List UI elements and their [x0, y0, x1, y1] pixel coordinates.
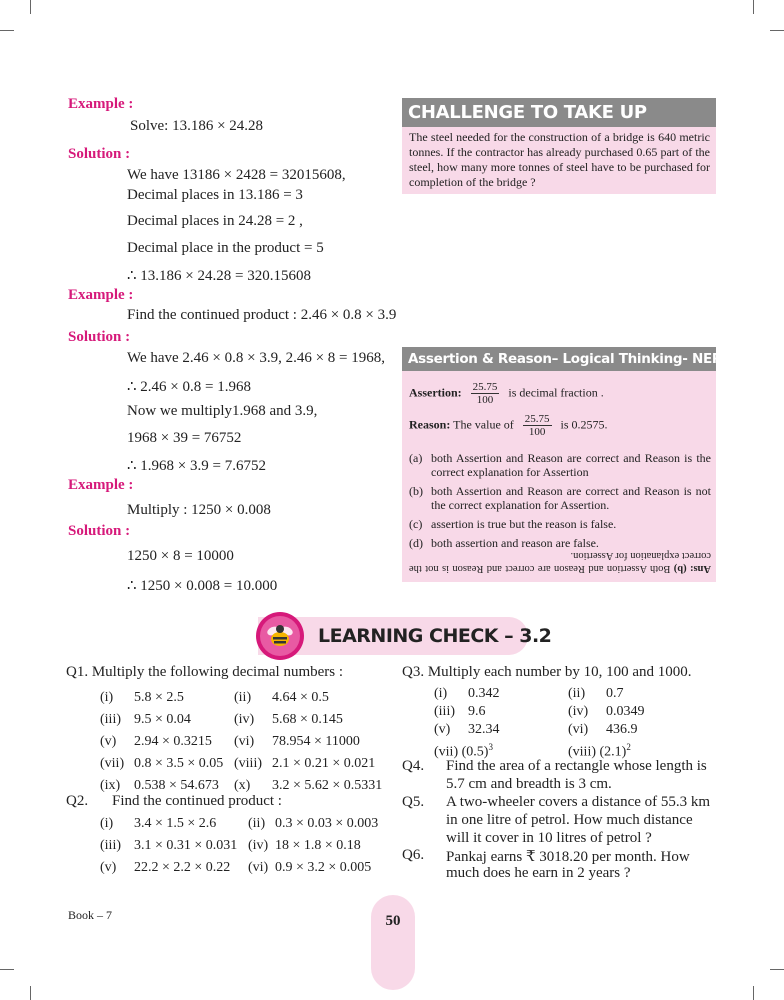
assertion-statement: [409, 381, 604, 406]
option-item: (b) both Assertion and Reason are correct and Reason is not the correct explanation for Assertion.: [409, 484, 711, 512]
solution-line: Decimal place in the product = 5: [127, 240, 324, 256]
assertion-label: Assertion:: [409, 385, 462, 400]
solution-line: 1968 × 39 = 76752: [127, 430, 242, 446]
question-q6-line2: much does he earn in 2 years ?: [446, 865, 631, 881]
assertion-reason-box: [402, 347, 763, 582]
bee-logo: [256, 612, 304, 660]
solution-line: We have 13186 × 2428 = 32015608,: [127, 167, 346, 183]
question-q6-num: Q6.: [402, 847, 425, 863]
example-text: Multiply : 1250 × 0.008: [127, 502, 271, 518]
reason-statement: [409, 413, 608, 438]
question-q5-num: Q5.: [402, 794, 425, 810]
question-q5-line3: will it cover in 10 litres of petrol ?: [446, 830, 652, 846]
example-label: Example :: [68, 287, 134, 303]
reason-fraction: $\frac{25.75}{100}$: [524, 413, 550, 438]
challenge-text: The steel needed for the construction of a bridge is 640 metric tonnes. If the contractor has already purchased 0.65 part of the steel, how many more tonnes of steel have to be purchased for completion of the bridge ?: [409, 130, 710, 189]
example-text: Solve: 13.186 × 24.28: [130, 118, 264, 134]
example-text: Find the continued product : 2.46 × 0.8 × 3.9: [127, 307, 397, 323]
page-number: 50: [385, 913, 401, 929]
challenge-title: CHALLENGE TO TAKE UP: [402, 98, 716, 127]
solution-line: Now we multiply1.968 and 3.9,: [127, 403, 318, 419]
solution-line: ∴ 1250 × 0.008 = 10.000: [127, 578, 278, 594]
book-label: Book – 7: [68, 908, 113, 922]
example-label: Example :: [68, 96, 134, 112]
question-q4-line1: Find the area of a rectangle whose length is: [446, 758, 707, 774]
q3-viii: (viii) $(2.1)^2$: [568, 742, 631, 760]
question-q2-num: Q2.: [66, 793, 89, 809]
reason-label: Reason:: [409, 417, 451, 432]
reason-text: is 0.2575.: [560, 417, 608, 432]
assertion-fraction: $\frac{25.75}{100}$: [472, 381, 498, 406]
example-label: Example :: [68, 477, 134, 493]
solution-line: ∴ 2.46 × 0.8 = 1.968: [127, 379, 251, 395]
option-item: (c) assertion is true but the reason is false.: [409, 517, 617, 531]
solution-line: ∴ 13.186 × 24.28 = 320.15608: [127, 268, 311, 284]
learning-check-title: LEARNING CHECK – 3.2: [318, 625, 552, 647]
bee-icon: [256, 612, 304, 660]
solution-line: Decimal places in 24.28 = 2 ,: [127, 213, 303, 229]
reason-pre: The value of: [453, 417, 514, 432]
question-q5-line2: in one litre of petrol. How much distance: [446, 812, 693, 828]
answer-label: Ans: (b): [673, 563, 711, 574]
solution-line: ∴ 1.968 × 3.9 = 7.6752: [127, 458, 266, 474]
question-q1: Q1. Multiply the following decimal numbers :: [66, 664, 344, 680]
answer-upside-down: [409, 549, 711, 575]
solution-line: Decimal places in 13.186 = 3: [127, 187, 303, 203]
answer-text: Both Assertion and Reason are correct and Reason is not the correct explanation for Assertion.: [408, 550, 711, 574]
solution-line: 1250 × 8 = 10000: [127, 548, 234, 564]
q3-vii: (vii) $(0.5)^3$: [434, 742, 493, 760]
question-q6-line1: Pankaj earns ₹ 3018.20 per month. How: [446, 849, 690, 865]
assertion-reason-title: Assertion & Reason– Logical Thinking- NEP 2020: [402, 347, 716, 371]
solution-label: Solution :: [68, 146, 131, 162]
option-item: (d) both assertion and reason are false.: [409, 536, 599, 550]
question-q3: Q3. Multiply each number by 10, 100 and 1000.: [402, 664, 692, 680]
question-q4-line2: 5.7 cm and breadth is 3 cm.: [446, 776, 612, 792]
question-q4-num: Q4.: [402, 758, 425, 774]
page-number-tab: [371, 895, 415, 990]
challenge-box: [402, 98, 716, 194]
option-item: (a) both Assertion and Reason are correct and Reason is the correct explanation for Assertion: [409, 451, 711, 479]
solution-label: Solution :: [68, 523, 131, 539]
solution-label: Solution :: [68, 329, 131, 345]
assertion-text: is decimal fraction .: [508, 385, 604, 400]
solution-line: We have 2.46 × 0.8 × 3.9, 2.46 × 8 = 1968,: [127, 350, 386, 366]
question-q2: Find the continued product :: [112, 793, 282, 809]
options-list: [409, 451, 711, 550]
question-q5-line1: A two-wheeler covers a distance of 55.3 km: [446, 794, 711, 810]
